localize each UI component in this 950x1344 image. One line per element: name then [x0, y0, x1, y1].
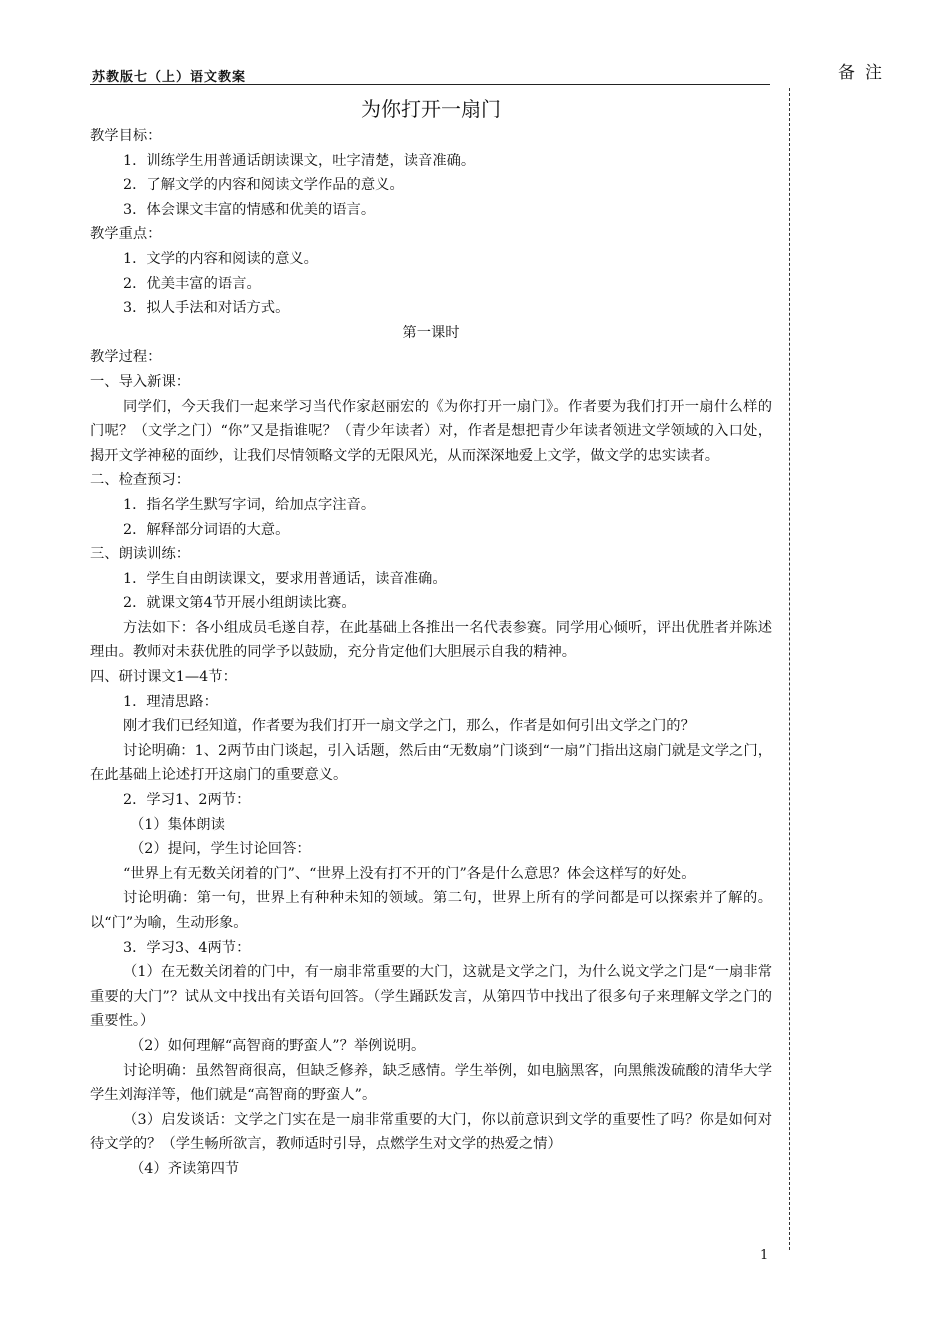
sub-item: （2）提问，学生讨论回答：	[130, 841, 311, 858]
objective-item: 1．训练学生用普通话朗读课文，吐字清楚，读音准确。	[123, 152, 476, 169]
sub-item: （1）集体朗读	[130, 816, 225, 833]
key-point-item: 2．优美丰富的语言。	[123, 275, 261, 292]
step-heading-discussion: 四、研讨课文1—4节：	[90, 669, 237, 686]
preview-item: 2．解释部分词语的大意。	[123, 521, 290, 538]
discussion-item: 3．学习3、4两节：	[123, 939, 251, 956]
paragraph-intro: 同学们，今天我们一起来学习当代作家赵丽宏的《为你打开一扇门》。作者要为我们打开一扇什么样的门呢？（文学之门）“你”又是指谁呢？（青少年读者）对，作者是想把青少年读者领进文学领域的入口处，揭开文学神秘的面纱，让我们尽情领略文学的无限风光，从而深深地爱上文学，做文学的忠实读者。	[90, 398, 772, 464]
objective-item: 2．了解文学的内容和阅读文学作品的意义。	[123, 177, 404, 194]
sub-item-paragraph: （3）启发谈话：文学之门实在是一扇非常重要的大门，你以前意识到文学的重要性了吗？你是如何对待文学的？（学生畅所欲言，教师适时引导，点燃学生对文学的热爱之情）	[90, 1111, 772, 1153]
discussion-item: 2．学习1、2两节：	[123, 792, 251, 809]
section-heading-key-points: 教学重点：	[90, 226, 162, 243]
paragraph-question: 刚才我们已经知道，作者要为我们打开一扇文学之门，那么，作者是如何引出文学之门的？	[123, 718, 695, 735]
margin-divider	[789, 88, 790, 1250]
paragraph-conclusion: 讨论明确：虽然智商很高，但缺乏修养，缺乏感情。学生举例，如电脑黑客，向黑熊泼硫酸的清华大学学生刘海洋等，他们就是“高智商的野蛮人”。	[90, 1062, 772, 1104]
lesson-period-heading: 第一课时	[402, 324, 460, 341]
key-point-item: 3．拟人手法和对话方式。	[123, 300, 290, 317]
objective-item: 3．体会课文丰富的情感和优美的语言。	[123, 201, 376, 218]
paragraph-conclusion: 讨论明确：1、2两节由门谈起，引入话题，然后由“无数扇”门谈到“一扇”门指出这扇门就是文学之门，在此基础上论述打开这扇门的重要意义。	[90, 742, 772, 784]
step-heading-intro: 一、导入新课：	[90, 373, 191, 390]
paragraph-conclusion: 讨论明确：第一句，世界上有种种未知的领域。第二句，世界上所有的学问都是可以探索并了解的。以“门”为喻，生动形象。	[90, 890, 772, 931]
section-heading-objectives: 教学目标：	[90, 128, 162, 144]
header-rule	[90, 84, 770, 85]
step-heading-preview: 二、检查预习：	[90, 472, 191, 489]
sub-item: （2）如何理解“高智商的野蛮人”？举例说明。	[130, 1037, 426, 1054]
sub-item-paragraph: （1）在无数关闭着的门中，有一扇非常重要的大门，这就是文学之门，为什么说文学之门是“一扇非常重要的大门”？试从文中找出有关语句回答。（学生踊跃发言，从第四节中找出了很多句子来理解文学之门的重要性。）	[90, 964, 772, 1030]
margin-note-label: 备注	[838, 63, 892, 83]
header-label: 苏教版七（上）语文教案	[92, 70, 247, 85]
discussion-item: 1．理清思路：	[123, 693, 218, 710]
document-title: 为你打开一扇门	[361, 97, 501, 121]
step-heading-reading: 三、朗读训练：	[90, 546, 191, 563]
reading-item: 1．学生自由朗读课文，要求用普通话，读音准确。	[123, 570, 447, 587]
paragraph-quote: “世界上有无数关闭着的门”、“世界上没有打不开的门”各是什么意思？体会这样写的好处。	[123, 865, 696, 882]
document-body	[90, 96, 772, 1182]
page-number: 1	[760, 1248, 769, 1263]
key-point-item: 1．文学的内容和阅读的意义。	[123, 250, 318, 267]
paragraph-method: 方法如下：各小组成员毛遂自荐，在此基础上各推出一名代表参赛。同学用心倾听，评出优胜者并陈述理由。教师对未获优胜的同学予以鼓励，充分肯定他们大胆展示自我的精神。	[90, 619, 772, 661]
reading-item: 2．就课文第4节开展小组朗读比赛。	[123, 595, 356, 612]
section-heading-process: 教学过程：	[90, 349, 162, 366]
sub-item: （4）齐读第四节	[130, 1160, 240, 1177]
preview-item: 1．指名学生默写字词，给加点字注音。	[123, 496, 376, 513]
